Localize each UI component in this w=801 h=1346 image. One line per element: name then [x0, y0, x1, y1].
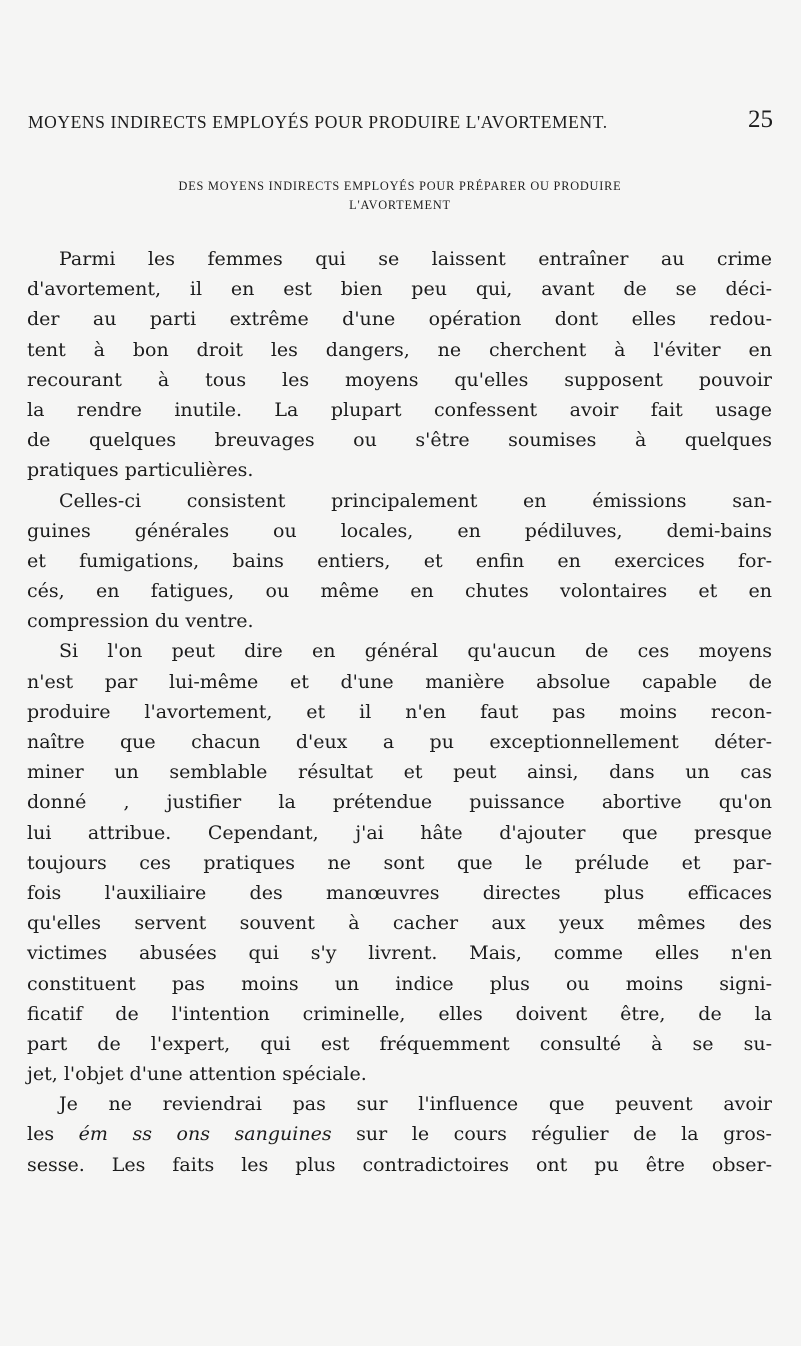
text-line: tent à bon droit les dangers, ne cherchent à l'éviter en	[27, 338, 772, 361]
page-number: 25	[748, 106, 773, 133]
text-line: donné , justifier la prétendue puissance abortive qu'on	[27, 791, 772, 814]
section-heading-line-1: DES MOYENS INDIRECTS EMPLOYÉS POUR PRÉPARER OU PRODUIRE	[178, 179, 622, 193]
text-line: part de l'expert, qui est fréquemment consulté à se su-	[27, 1032, 772, 1055]
text-line: jet, l'objet d'une attention spéciale.	[27, 1063, 367, 1086]
text-line: ficatif de l'intention criminelle, elles doivent être, de la	[27, 1002, 772, 1025]
text-line: sesse. Les faits les plus contradictoires ont pu être obser-	[27, 1153, 772, 1176]
text-line: d'avortement, il en est bien peu qui, avant de se déci-	[27, 278, 772, 301]
text-line: fois l'auxiliaire des manœuvres directes plus efficaces	[27, 881, 772, 904]
section-heading	[60, 177, 740, 215]
body-text	[27, 244, 772, 1180]
text-line: guines générales ou locales, en pédiluves, demi-bains	[27, 519, 772, 542]
text-line: Je ne reviendrai pas sur l'influence que peuvent avoir	[59, 1093, 772, 1116]
text-line: la rendre inutile. La plupart confessent avoir fait usage	[27, 398, 772, 421]
text-line: lui attribue. Cependant, j'ai hâte d'ajouter que presque	[27, 821, 772, 844]
text-line-with-italic	[27, 1119, 772, 1149]
text-fragment: sur le cours régulier de la gros-	[331, 1123, 772, 1146]
text-line: produire l'avortement, et il n'en faut pas moins recon-	[27, 700, 772, 723]
text-line: compression du ventre.	[27, 610, 254, 633]
text-line: qu'elles servent souvent à cacher aux yeux mêmes des	[27, 912, 772, 935]
text-line: Celles-ci consistent principalement en émissions san-	[59, 489, 772, 512]
running-head	[28, 106, 773, 146]
running-title: MOYENS INDIRECTS EMPLOYÉS POUR PRODUIRE L'AVORTEMENT.	[28, 112, 608, 132]
text-line: n'est par lui-même et d'une manière absolue capable de	[27, 670, 772, 693]
text-line: de quelques breuvages ou s'être soumises à quelques	[27, 429, 772, 452]
text-line: cés, en fatigues, ou même en chutes volontaires et en	[27, 580, 772, 603]
text-fragment: les	[27, 1123, 79, 1146]
text-line: victimes abusées qui s'y livrent. Mais, comme elles n'en	[27, 942, 772, 965]
text-line: pratiques particulières.	[27, 459, 254, 482]
text-line: der au parti extrême d'une opération dont elles redou-	[27, 308, 772, 331]
text-line: naître que chacun d'eux a pu exceptionnellement déter-	[27, 731, 772, 753]
text-line: toujours ces pratiques ne sont que le prélude et par-	[27, 851, 772, 874]
italic-term: ém ss ons sanguines	[78, 1123, 332, 1146]
text-line: constituent pas moins un indice plus ou moins signi-	[27, 972, 772, 995]
text-line: Si l'on peut dire en général qu'aucun de ces moyens	[59, 640, 772, 663]
text-line: Parmi les femmes qui se laissent entraîner au crime	[59, 248, 772, 270]
section-heading-line-2: L'AVORTEMENT	[349, 198, 451, 212]
text-line: et fumigations, bains entiers, et enfin en exercices for-	[27, 549, 772, 572]
text-line: miner un semblable résultat et peut ainsi, dans un cas	[27, 761, 772, 784]
text-line: recourant à tous les moyens qu'elles supposent pouvoir	[27, 368, 772, 391]
